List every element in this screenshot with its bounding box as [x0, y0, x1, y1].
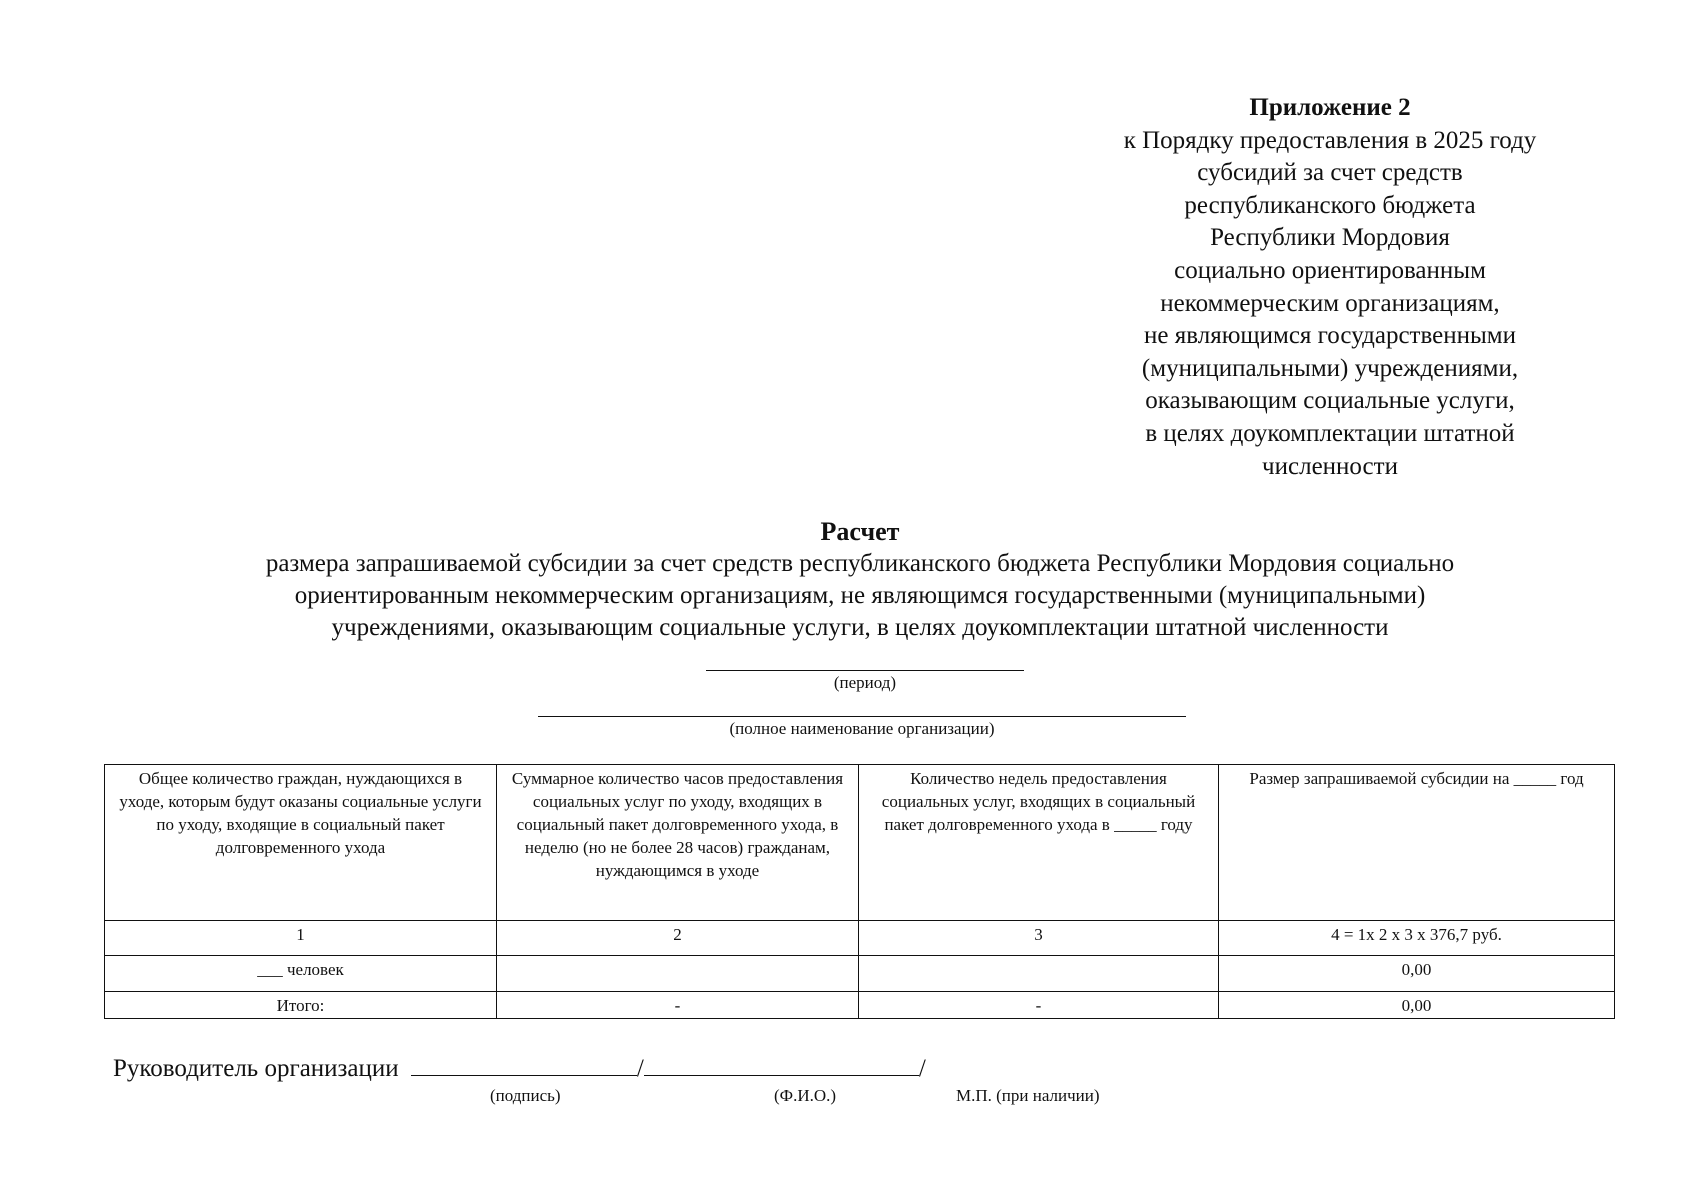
full-name-caption: (Ф.И.О.)	[774, 1086, 837, 1105]
column-formula: 4 = 1х 2 х 3 х 376,7 руб.	[1219, 921, 1615, 956]
total-hours: -	[497, 992, 859, 1019]
total-subsidy: 0,00	[1219, 992, 1615, 1019]
cell-weeks[interactable]	[859, 956, 1219, 992]
period-caption: (период)	[833, 673, 897, 692]
stamp-caption: М.П. (при наличии)	[956, 1086, 1100, 1105]
table-row-total	[105, 992, 1615, 1019]
header-weeks: Количество недель предоставления социальных услуг, входящих в социальный пакет долговременного ухода в _____ году	[859, 765, 1219, 921]
total-label: Итого:	[105, 992, 497, 1019]
appendix-title: Приложение 2	[1249, 94, 1411, 121]
signature-field[interactable]	[411, 1075, 637, 1076]
appendix-line: некоммерческим организациям,	[1160, 289, 1500, 317]
table-row-data	[105, 956, 1615, 992]
header-citizens: Общее количество граждан, нуждающихся в уходе, которым будут оказаны социальные услуги по уходу, входящие в социальный пакет долговременного ухода	[105, 765, 497, 921]
cell-subsidy-amount[interactable]: 0,00	[1219, 956, 1615, 992]
appendix-line: в целях доукомплектации штатной	[1145, 419, 1515, 447]
column-number: 1	[105, 921, 497, 956]
appendix-line: субсидий за счет средств	[1197, 159, 1463, 187]
column-number: 3	[859, 921, 1219, 956]
organization-caption: (полное наименование организации)	[729, 719, 995, 738]
table-row-numbers	[105, 921, 1615, 956]
document-title: Расчет	[820, 517, 900, 546]
header-subsidy: Размер запрашиваемой субсидии на _____ год	[1219, 765, 1615, 921]
signature-label: Руководитель организации	[113, 1055, 399, 1082]
signature-line: Руководитель организации / /	[113, 1055, 926, 1082]
total-weeks: -	[859, 992, 1219, 1019]
appendix-line: республиканского бюджета	[1184, 191, 1476, 219]
column-number: 2	[497, 921, 859, 956]
organization-line	[538, 716, 1186, 717]
cell-citizens-count[interactable]: ___ человек	[105, 956, 497, 992]
header-hours: Суммарное количество часов предоставления социальных услуг по уходу, входящих в социальный пакет долговременного ухода, в неделю (но не более 28 часов) гражданам, нуждающимся в уходе	[497, 765, 859, 921]
heading-line: ориентированным некоммерческим организациям, не являющимся государственными (муниципальными)	[294, 582, 1426, 609]
appendix-line: Республики Мордовия	[1210, 224, 1450, 252]
appendix-line: социально ориентированным	[1174, 256, 1486, 284]
table-header-row	[105, 765, 1615, 921]
heading-line: учреждениями, оказывающим социальные услуги, в целях доукомплектации штатной численности	[331, 614, 1389, 641]
cell-hours[interactable]	[497, 956, 859, 992]
appendix-line: численности	[1262, 452, 1398, 480]
appendix-line: к Порядку предоставления в 2025 году	[1123, 126, 1537, 154]
appendix-line: (муниципальными) учреждениями,	[1141, 354, 1519, 382]
heading-line: размера запрашиваемой субсидии за счет средств республиканского бюджета Республики Мордовия социально	[265, 550, 1455, 577]
period-line	[706, 670, 1024, 671]
appendix-block	[1080, 92, 1580, 483]
appendix-line: оказывающим социальные услуги,	[1145, 387, 1515, 415]
subsidy-calculation-table	[104, 764, 1615, 1019]
document-heading	[150, 516, 1570, 644]
appendix-line: не являющимся государственными	[1144, 322, 1516, 350]
signature-caption: (подпись)	[490, 1086, 561, 1105]
full-name-field[interactable]	[644, 1075, 919, 1076]
